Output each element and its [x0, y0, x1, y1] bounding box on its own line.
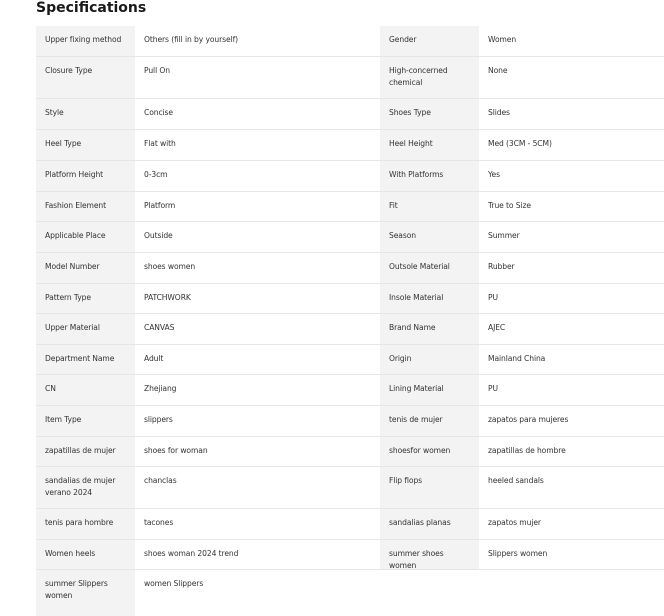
spec-key: High-concerned chemical [380, 57, 479, 98]
spec-value: PATCHWORK [135, 284, 380, 313]
table-row [36, 314, 664, 345]
spec-value: zapatos mujer [479, 509, 664, 539]
spec-value: Outside [135, 222, 380, 252]
spec-value: shoes women [135, 253, 380, 283]
spec-key: Fashion Element [36, 192, 135, 221]
spec-key: Item Type [36, 406, 135, 436]
spec-value: shoes for woman [135, 437, 380, 466]
spec-value: Platform [135, 192, 380, 221]
spec-key: Upper Material [36, 314, 135, 344]
spec-value: PU [479, 284, 664, 313]
spec-key: Style [36, 99, 135, 129]
table-row [36, 375, 664, 406]
table-row [36, 345, 664, 375]
spec-key: Women heels [36, 540, 135, 569]
table-row [36, 99, 664, 130]
spec-value: Women [479, 26, 664, 56]
spec-key: tenis de mujer [380, 406, 479, 436]
table-row [36, 540, 664, 570]
spec-key: Fit [380, 192, 479, 221]
spec-key: Gender [380, 26, 479, 56]
empty-cell [380, 570, 664, 616]
spec-key: summer shoes women [380, 540, 479, 569]
spec-value: slippers [135, 406, 380, 436]
table-row [36, 26, 664, 57]
spec-key: Lining Material [380, 375, 479, 405]
spec-key: CN [36, 375, 135, 405]
spec-key: Upper fixing method [36, 26, 135, 56]
table-row [36, 467, 664, 509]
spec-value: zapatillas de hombre [479, 437, 664, 466]
table-row [36, 130, 664, 161]
table-row [36, 406, 664, 437]
spec-value: Zhejiang [135, 375, 380, 405]
spec-value: zapatos para mujeres [479, 406, 664, 436]
spec-value: women Slippers [135, 570, 380, 616]
spec-key: With Platforms [380, 161, 479, 191]
spec-key: Origin [380, 345, 479, 374]
spec-value: Adult [135, 345, 380, 374]
spec-key: Closure Type [36, 57, 135, 98]
table-row [36, 161, 664, 192]
spec-key: Applicable Place [36, 222, 135, 252]
spec-key: Department Name [36, 345, 135, 374]
spec-value: Mainland China [479, 345, 664, 374]
spec-value: CANVAS [135, 314, 380, 344]
spec-key: Flip flops [380, 467, 479, 508]
table-row [36, 222, 664, 253]
spec-value: Yes [479, 161, 664, 191]
spec-value: Med (3CM - 5CM) [479, 130, 664, 160]
table-row [36, 284, 664, 314]
spec-value: Concise [135, 99, 380, 129]
spec-key: zapatillas de mujer [36, 437, 135, 466]
spec-value: Summer [479, 222, 664, 252]
table-row [36, 253, 664, 284]
spec-value: chanclas [135, 467, 380, 508]
spec-key: Platform Height [36, 161, 135, 191]
spec-key: Season [380, 222, 479, 252]
spec-value: Slides [479, 99, 664, 129]
spec-value: None [479, 57, 664, 98]
spec-value: 0-3cm [135, 161, 380, 191]
spec-key: sandalias planas [380, 509, 479, 539]
spec-key: Shoes Type [380, 99, 479, 129]
spec-value: Others (fill in by yourself) [135, 26, 380, 56]
spec-value: Flat with [135, 130, 380, 160]
spec-value: True to Size [479, 192, 664, 221]
spec-key: Brand Name [380, 314, 479, 344]
spec-value: Slippers women [479, 540, 664, 569]
spec-key: Insole Material [380, 284, 479, 313]
spec-key: summer Slippers women [36, 570, 135, 616]
spec-key: Heel Type [36, 130, 135, 160]
table-row [36, 509, 664, 540]
table-row [36, 570, 664, 616]
table-row [36, 437, 664, 467]
spec-key: tenis para hombre [36, 509, 135, 539]
spec-key: Pattern Type [36, 284, 135, 313]
spec-value: tacones [135, 509, 380, 539]
spec-value: shoes woman 2024 trend [135, 540, 380, 569]
spec-value: heeled sandals [479, 467, 664, 508]
table-row [36, 192, 664, 222]
spec-value: Rubber [479, 253, 664, 283]
spec-value: AJEC [479, 314, 664, 344]
spec-key: sandalias de mujer verano 2024 [36, 467, 135, 508]
specifications-table [36, 26, 664, 616]
section-title: Specifications [36, 0, 147, 16]
spec-value: Pull On [135, 57, 380, 98]
spec-key: Heel Height [380, 130, 479, 160]
table-row [36, 57, 664, 99]
spec-value: PU [479, 375, 664, 405]
spec-key: Model Number [36, 253, 135, 283]
spec-key: shoesfor women [380, 437, 479, 466]
spec-key: Outsole Material [380, 253, 479, 283]
